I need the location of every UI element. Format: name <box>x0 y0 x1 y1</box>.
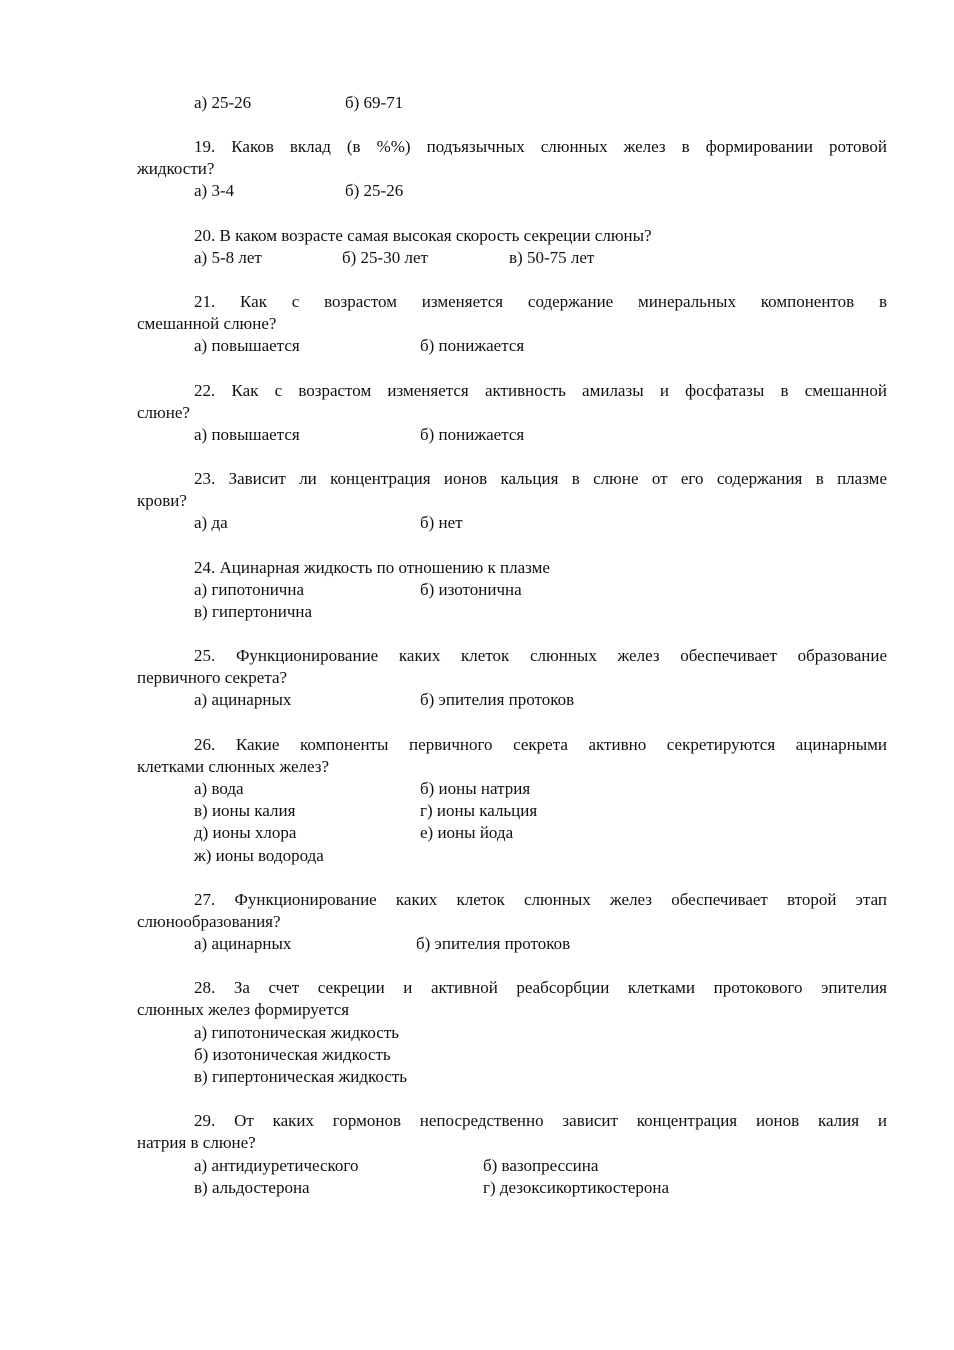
option: а) антидиуретического <box>194 1156 359 1175</box>
question-text: 28. За счет секреции и активной реабсорбции клетками протокового эпителия <box>194 978 887 997</box>
option: а) 25-26 <box>194 93 252 112</box>
question-text-cont: жидкости? <box>137 159 215 178</box>
option: а) гипотонична <box>194 580 304 599</box>
option: г) ионы кальция <box>420 801 538 820</box>
question-text: 22. Как с возрастом изменяется активность амилазы и фосфатазы в смешанной <box>194 381 887 400</box>
option: ж) ионы водорода <box>194 846 324 865</box>
question-text: 19. Каков вклад (в %%) подъязычных слюнных желез в формировании ротовой <box>194 137 887 156</box>
option: д) ионы хлора <box>194 823 297 842</box>
option: б) понижается <box>420 336 525 355</box>
question-text-cont: слюнных желез формируется <box>137 1000 350 1019</box>
option: б) 25-30 лет <box>342 248 428 267</box>
question-23 <box>137 468 887 512</box>
question-text-cont: смешанной слюне? <box>137 314 277 333</box>
question-24 <box>137 557 887 579</box>
question-29 <box>137 1110 887 1154</box>
question-text-cont: клетками слюнных желез? <box>137 757 330 776</box>
option: а) ацинарных <box>194 690 292 709</box>
question-text: 21. Как с возрастом изменяется содержание минеральных компонентов в <box>194 292 887 311</box>
option: в) ионы калия <box>194 801 296 820</box>
question-27 <box>137 889 887 933</box>
question-28 <box>137 977 887 1021</box>
option: а) гипотоническая жидкость <box>194 1023 400 1042</box>
question-19 <box>137 136 887 180</box>
option: в) гипертоническая жидкость <box>194 1067 408 1086</box>
option: а) 5-8 лет <box>194 248 262 267</box>
question-text: 20. В каком возрасте самая высокая скорость секреции слюны? <box>194 226 652 245</box>
option: в) 50-75 лет <box>509 248 595 267</box>
question-text-cont: слюне? <box>137 403 190 422</box>
option: а) повышается <box>194 425 300 444</box>
question-text-cont: натрия в слюне? <box>137 1133 256 1152</box>
option: а) 3-4 <box>194 181 235 200</box>
option: б) эпителия протоков <box>420 690 575 709</box>
option: б) ионы натрия <box>420 779 531 798</box>
question-25 <box>137 645 887 689</box>
question-text: 23. Зависит ли концентрация ионов кальция в слюне от его содержания в плазме <box>194 469 887 488</box>
option: а) да <box>194 513 228 532</box>
question-text-cont: слюнообразования? <box>137 912 281 931</box>
question-22 <box>137 380 887 424</box>
option: в) альдостерона <box>194 1178 310 1197</box>
question-text-cont: крови? <box>137 491 187 510</box>
question-text: 26. Какие компоненты первичного секрета активно секретируются ацинарными <box>194 735 887 754</box>
question-text: 24. Ацинарная жидкость по отношению к плазме <box>194 558 550 577</box>
option: б) 69-71 <box>345 93 404 112</box>
option: б) 25-26 <box>345 181 404 200</box>
option: а) вода <box>194 779 244 798</box>
option: б) вазопрессина <box>483 1156 599 1175</box>
option: в) гипертонична <box>194 602 313 621</box>
option: б) понижается <box>420 425 525 444</box>
question-21 <box>137 291 887 335</box>
question-text: 27. Функционирование каких клеток слюнных желез обеспечивает второй этап <box>194 890 887 909</box>
option: б) изотоническая жидкость <box>194 1045 391 1064</box>
question-text-cont: первичного секрета? <box>137 668 288 687</box>
option: б) изотонична <box>420 580 522 599</box>
option: а) ацинарных <box>194 934 292 953</box>
option: г) дезоксикортикостерона <box>483 1178 670 1197</box>
question-26 <box>137 734 887 778</box>
question-text: 25. Функционирование каких клеток слюнных желез обеспечивает образование <box>194 646 887 665</box>
option: а) повышается <box>194 336 300 355</box>
option: б) эпителия протоков <box>416 934 571 953</box>
option: е) ионы йода <box>420 823 514 842</box>
option: б) нет <box>420 513 463 532</box>
question-text: 29. От каких гормонов непосредственно зависит концентрация ионов калия и <box>194 1111 887 1130</box>
question-20 <box>137 225 887 247</box>
